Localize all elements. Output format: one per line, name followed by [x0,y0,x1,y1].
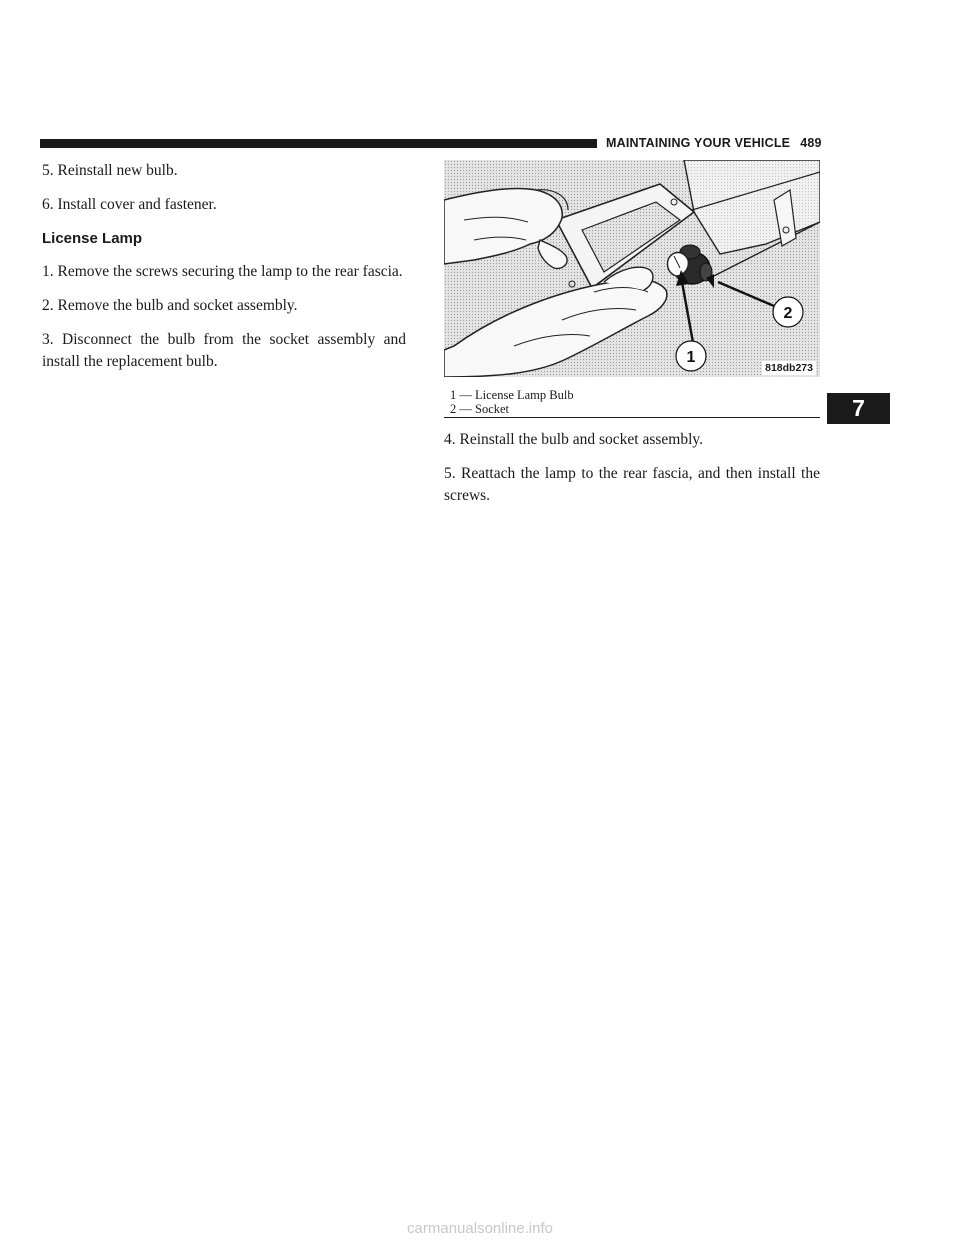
step-3-disconnect-bulb: 3. Disconnect the bulb from the socket assembly and install the replacement bulb. [42,331,406,370]
step-1-remove-screws: 1. Remove the screws securing the lamp to the rear fascia. [42,263,403,280]
page-number: 489 [800,136,822,150]
step-6-install-cover: 6. Install cover and fastener. [42,196,217,213]
callout-1-label: 1 [686,349,696,366]
watermark: carmanualsonline.info [407,1220,553,1237]
section-title: MAINTAINING YOUR VEHICLE [606,136,791,150]
step-5-reattach-lamp: 5. Reattach the lamp to the rear fascia, and then install the screws. [444,465,820,504]
license-lamp-heading: License Lamp [42,230,143,247]
left-column [42,160,406,385]
step-4-reinstall-assembly: 4. Reinstall the bulb and socket assembly. [444,431,704,448]
callout-2-label: 2 [783,305,793,322]
running-header [606,136,820,150]
caption-1-license-lamp-bulb: 1 — License Lamp Bulb [450,388,574,402]
step-5-reinstall-bulb: 5. Reinstall new bulb. [42,162,178,179]
figure-code: 818db273 [762,361,816,375]
license-lamp-illustration [444,160,820,377]
caption-2-socket: 2 — Socket [450,402,510,416]
step-2-remove-bulb: 2. Remove the bulb and socket assembly. [42,297,298,314]
figure-captions [444,377,820,418]
illustration-drawing [444,160,820,377]
right-column [444,160,820,519]
chapter-tab: 7 [827,393,890,424]
header-rule [40,139,597,148]
